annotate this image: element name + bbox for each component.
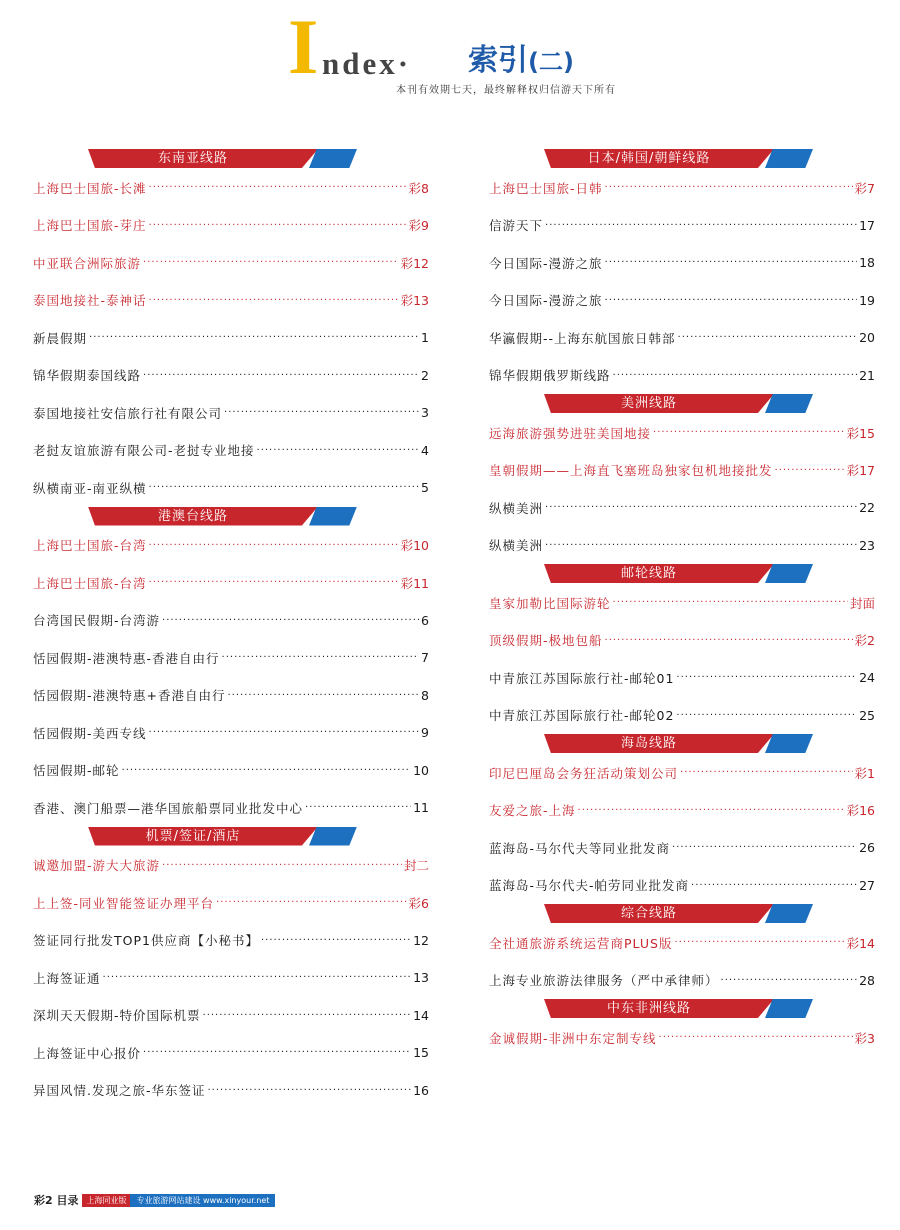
entry-leader-dots [149,182,407,193]
index-entry[interactable] [33,564,429,602]
index-entry[interactable] [489,169,875,207]
entry-leader-dots [149,577,399,588]
entry-page: 彩1 [854,765,875,781]
entry-page: 彩13 [400,293,429,309]
entry-name: 友爱之旅-上海 [489,803,576,819]
entry-leader-dots [721,975,858,986]
index-entry[interactable] [33,714,429,752]
entry-leader-dots [605,257,858,268]
entry-leader-dots [305,802,411,813]
entry-page: 14 [413,1007,429,1023]
title-paren: (二) [528,48,574,76]
entry-leader-dots [149,295,399,306]
entry-leader-dots [545,502,857,513]
entry-name: 新晨假期 [33,330,88,346]
entry-page: 21 [859,367,875,383]
section-title: 港澳台线路 [157,508,228,524]
footer-tagline: 专业旅游网站建设 www.xinyour.net [130,1194,275,1207]
entry-name: 蓝海岛-马尔代夫等同业批发商 [489,840,671,856]
section-title: 综合线路 [620,906,677,921]
index-entry[interactable] [33,677,429,715]
entry-leader-dots [143,257,399,268]
entry-name: 恬园假期-邮轮 [33,763,120,779]
entry-page: 11 [413,800,429,816]
section-header [489,734,875,754]
entry-leader-dots [149,727,420,738]
entry-page: 19 [859,292,875,308]
left-column [33,149,429,1109]
index-entry[interactable] [33,244,429,282]
entry-name: 恬园假期-港澳特惠+香港自由行 [33,688,226,704]
entry-leader-dots [261,935,411,946]
section-title: 中东非洲线路 [606,1001,691,1016]
entry-name: 签证同行批发TOP1供应商【小秘书】 [33,933,259,949]
entry-name: 纵横美洲 [489,500,544,516]
entry-leader-dots [676,672,857,683]
entry-page: 17 [859,217,875,233]
index-entry[interactable] [33,922,429,960]
entry-leader-dots [228,690,420,701]
entry-leader-dots [122,765,412,776]
section-header [489,904,875,924]
entry-page: 23 [859,537,875,553]
entry-name: 顶级假期-极地包船 [489,633,603,649]
entry-page: 彩14 [846,935,875,951]
entry-page: 4 [421,442,429,458]
entry-name: 华瀛假期--上海东航国旅日韩部 [489,330,676,346]
entry-leader-dots [691,880,857,891]
entry-name: 香港、澳门船票—港华国旅船票同业批发中心 [33,800,304,816]
entry-page: 彩10 [400,538,429,554]
entry-leader-dots [605,182,853,193]
index-entry[interactable] [489,1019,875,1057]
index-entry[interactable] [33,997,429,1035]
entry-leader-dots [545,540,857,551]
index-entry[interactable] [489,659,875,697]
index-entry[interactable] [489,792,875,830]
index-entry[interactable] [489,282,875,320]
index-entry[interactable] [33,847,429,885]
entry-page: 彩16 [846,803,875,819]
index-entry[interactable] [33,884,429,922]
index-entry[interactable] [489,829,875,867]
entry-leader-dots [674,937,844,948]
entry-name: 上海专业旅游法律服务（严中承律师） [489,973,719,989]
entry-page: 6 [421,612,429,628]
entry-name: 纵横南亚-南亚纵横 [33,480,147,496]
entry-name: 台湾国民假期-台湾游 [33,613,161,629]
footer-brand: 上海同业版 [82,1194,130,1207]
entry-name: 上海签证通 [33,970,101,986]
entry-leader-dots [149,482,420,493]
section-title: 机票/签证/酒店 [145,828,241,844]
section-title: 日本/韩国/朝鲜线路 [587,151,711,166]
index-entry[interactable] [33,1034,429,1072]
entry-leader-dots [208,1085,412,1096]
entry-page: 彩12 [400,255,429,271]
entry-name: 今日国际-漫游之旅 [489,293,603,309]
entry-page: 12 [413,932,429,948]
index-word: ndex· [322,46,412,81]
entry-page: 封二 [403,858,429,874]
entry-name: 老挝友谊旅游有限公司-老挝专业地接 [33,443,255,459]
entry-leader-dots [678,332,858,343]
entry-leader-dots [605,635,853,646]
index-entry[interactable] [489,527,875,565]
entry-name: 泰国地接社-泰神话 [33,293,147,309]
entry-name: 恬园假期-港澳特惠-香港自由行 [33,650,220,666]
entry-name: 泰国地接社安信旅行社有限公司 [33,405,223,421]
index-entry[interactable] [33,1072,429,1110]
entry-name: 中青旅江苏国际旅行社-邮轮02 [489,708,675,724]
entry-leader-dots [149,540,399,551]
section-header-blue-bar [765,564,813,583]
index-entry[interactable] [33,169,429,207]
index-entry[interactable] [33,527,429,565]
page-header [288,3,708,96]
right-column [489,149,875,1057]
index-entry[interactable] [489,207,875,245]
section-header [489,564,875,584]
page-footer [34,1192,275,1208]
title-main: 索引 [468,43,528,78]
entry-leader-dots [162,860,402,871]
entry-leader-dots [103,972,412,983]
section-header-blue-bar [765,734,813,753]
footer-brand-bar [82,1194,275,1207]
entry-name: 信游天下 [489,218,544,234]
index-entry[interactable] [33,469,429,507]
entry-page: 彩15 [846,425,875,441]
entry-name: 皇朝假期——上海直飞塞班岛独家包机地接批发 [489,463,773,479]
entry-page: 彩6 [408,895,429,911]
entry-page: 1 [421,330,429,346]
index-entry[interactable] [33,319,429,357]
section-header [489,999,875,1019]
entry-leader-dots [653,427,845,438]
entry-name: 印尼巴厘岛会务狂活动策划公司 [489,765,679,781]
index-entry[interactable] [33,639,429,677]
entry-name: 恬园假期-美西专线 [33,725,147,741]
entry-name: 上海巴士国旅-芽庄 [33,218,147,234]
entry-leader-dots [775,465,845,476]
entry-page: 7 [421,650,429,666]
entry-page: 28 [859,972,875,988]
entry-page: 13 [413,970,429,986]
footer-page-label: 彩2 目录 [34,1194,79,1207]
section-title: 东南亚线路 [157,151,228,166]
entry-name: 诚邀加盟-游大大旅游 [33,858,161,874]
index-entry[interactable] [33,282,429,320]
index-big-letter: I [288,3,319,90]
entry-page: 22 [859,500,875,516]
entry-leader-dots [143,370,419,381]
entry-name: 皇家加勒比国际游轮 [489,595,611,611]
index-entry[interactable] [489,452,875,490]
entry-page: 27 [859,877,875,893]
index-entry[interactable] [33,602,429,640]
entry-page: 18 [859,255,875,271]
entry-name: 上海巴士国旅-日韩 [489,180,603,196]
entry-page: 10 [413,762,429,778]
index-entry[interactable] [33,752,429,790]
entry-name: 全社通旅游系统运营商PLUS版 [489,935,673,951]
entry-page: 9 [421,725,429,741]
index-entry[interactable] [489,697,875,735]
section-header [33,507,429,527]
entry-name: 上海巴士国旅-长滩 [33,180,147,196]
section-header-blue-bar [765,904,813,923]
entry-leader-dots [680,767,853,778]
index-entry[interactable] [33,789,429,827]
index-entry[interactable] [489,489,875,527]
entry-page: 彩9 [408,218,429,234]
index-entry[interactable] [489,414,875,452]
entry-page: 16 [413,1082,429,1098]
entry-name: 纵横美洲 [489,538,544,554]
entry-name: 中青旅江苏国际旅行社-邮轮01 [489,670,675,686]
entry-leader-dots [613,597,848,608]
section-title: 海岛线路 [620,736,677,751]
entry-page: 25 [859,707,875,723]
entry-name: 远海旅游强势进驻美国地接 [489,425,652,441]
index-entry[interactable] [489,584,875,622]
index-entry[interactable] [33,959,429,997]
entry-page: 15 [413,1045,429,1061]
index-entry[interactable] [33,357,429,395]
section-header-blue-bar [765,149,813,168]
entry-leader-dots [222,652,420,663]
entry-leader-dots [672,842,857,853]
index-entry[interactable] [489,754,875,792]
index-entry[interactable] [489,319,875,357]
section-header-blue-bar [765,394,813,413]
entry-page: 20 [859,330,875,346]
entry-page: 8 [421,687,429,703]
page-title [468,41,574,82]
index-entry[interactable] [33,394,429,432]
entry-name: 上海巴士国旅-台湾 [33,538,147,554]
section-header-blue-bar [309,507,357,526]
index-entry[interactable] [33,207,429,245]
section-header [489,149,875,169]
entry-name: 上上签-同业智能签证办理平台 [33,895,215,911]
entry-page: 彩3 [854,1030,875,1046]
index-entry[interactable] [489,962,875,1000]
entry-leader-dots [676,710,857,721]
entry-name: 上海签证中心报价 [33,1045,142,1061]
entry-leader-dots [149,220,407,231]
section-title: 邮轮线路 [620,566,677,581]
entry-page: 5 [421,480,429,496]
index-entry[interactable] [489,924,875,962]
entry-name: 金诚假期-非洲中东定制专线 [489,1030,657,1046]
section-header-blue-bar [309,149,357,168]
entry-leader-dots [659,1032,853,1043]
entry-leader-dots [162,615,419,626]
entry-name: 中亚联合洲际旅游 [33,255,142,271]
entry-leader-dots [89,332,419,343]
entry-page: 彩8 [408,180,429,196]
entry-leader-dots [613,370,858,381]
entry-name: 深圳天天假期-特价国际机票 [33,1008,201,1024]
entry-page: 彩2 [854,633,875,649]
entry-leader-dots [257,445,420,456]
entry-name: 锦华假期泰国线路 [33,368,142,384]
entry-name: 异国风情.发现之旅-华东签证 [33,1083,206,1099]
index-entry[interactable] [489,622,875,660]
section-header-blue-bar [309,827,357,846]
entry-leader-dots [143,1047,411,1058]
entry-leader-dots [216,897,407,908]
entry-name: 上海巴士国旅-台湾 [33,575,147,591]
index-entry[interactable] [489,867,875,905]
section-header-blue-bar [765,999,813,1018]
entry-name: 蓝海岛-马尔代夫-帕劳同业批发商 [489,878,690,894]
section-header [33,149,429,169]
index-entry[interactable] [489,357,875,395]
entry-name: 锦华假期俄罗斯线路 [489,368,611,384]
entry-name: 今日国际-漫游之旅 [489,255,603,271]
entry-page: 2 [421,367,429,383]
subtitle: 本刊有效期七天，最终解释权归信游天下所有 [396,85,616,96]
entry-leader-dots [203,1010,412,1021]
entry-page: 26 [859,840,875,856]
entry-page: 彩17 [846,463,875,479]
section-header [33,827,429,847]
entry-page: 24 [859,670,875,686]
entry-leader-dots [578,805,845,816]
entry-page: 彩7 [854,180,875,196]
entry-page: 彩11 [400,575,429,591]
index-entry[interactable] [33,432,429,470]
entry-leader-dots [605,295,858,306]
entry-leader-dots [224,407,419,418]
index-entry[interactable] [489,244,875,282]
section-header [489,394,875,414]
entry-page: 3 [421,405,429,421]
section-title: 美洲线路 [620,396,677,411]
entry-page: 封面 [849,595,875,611]
entry-leader-dots [545,220,857,231]
